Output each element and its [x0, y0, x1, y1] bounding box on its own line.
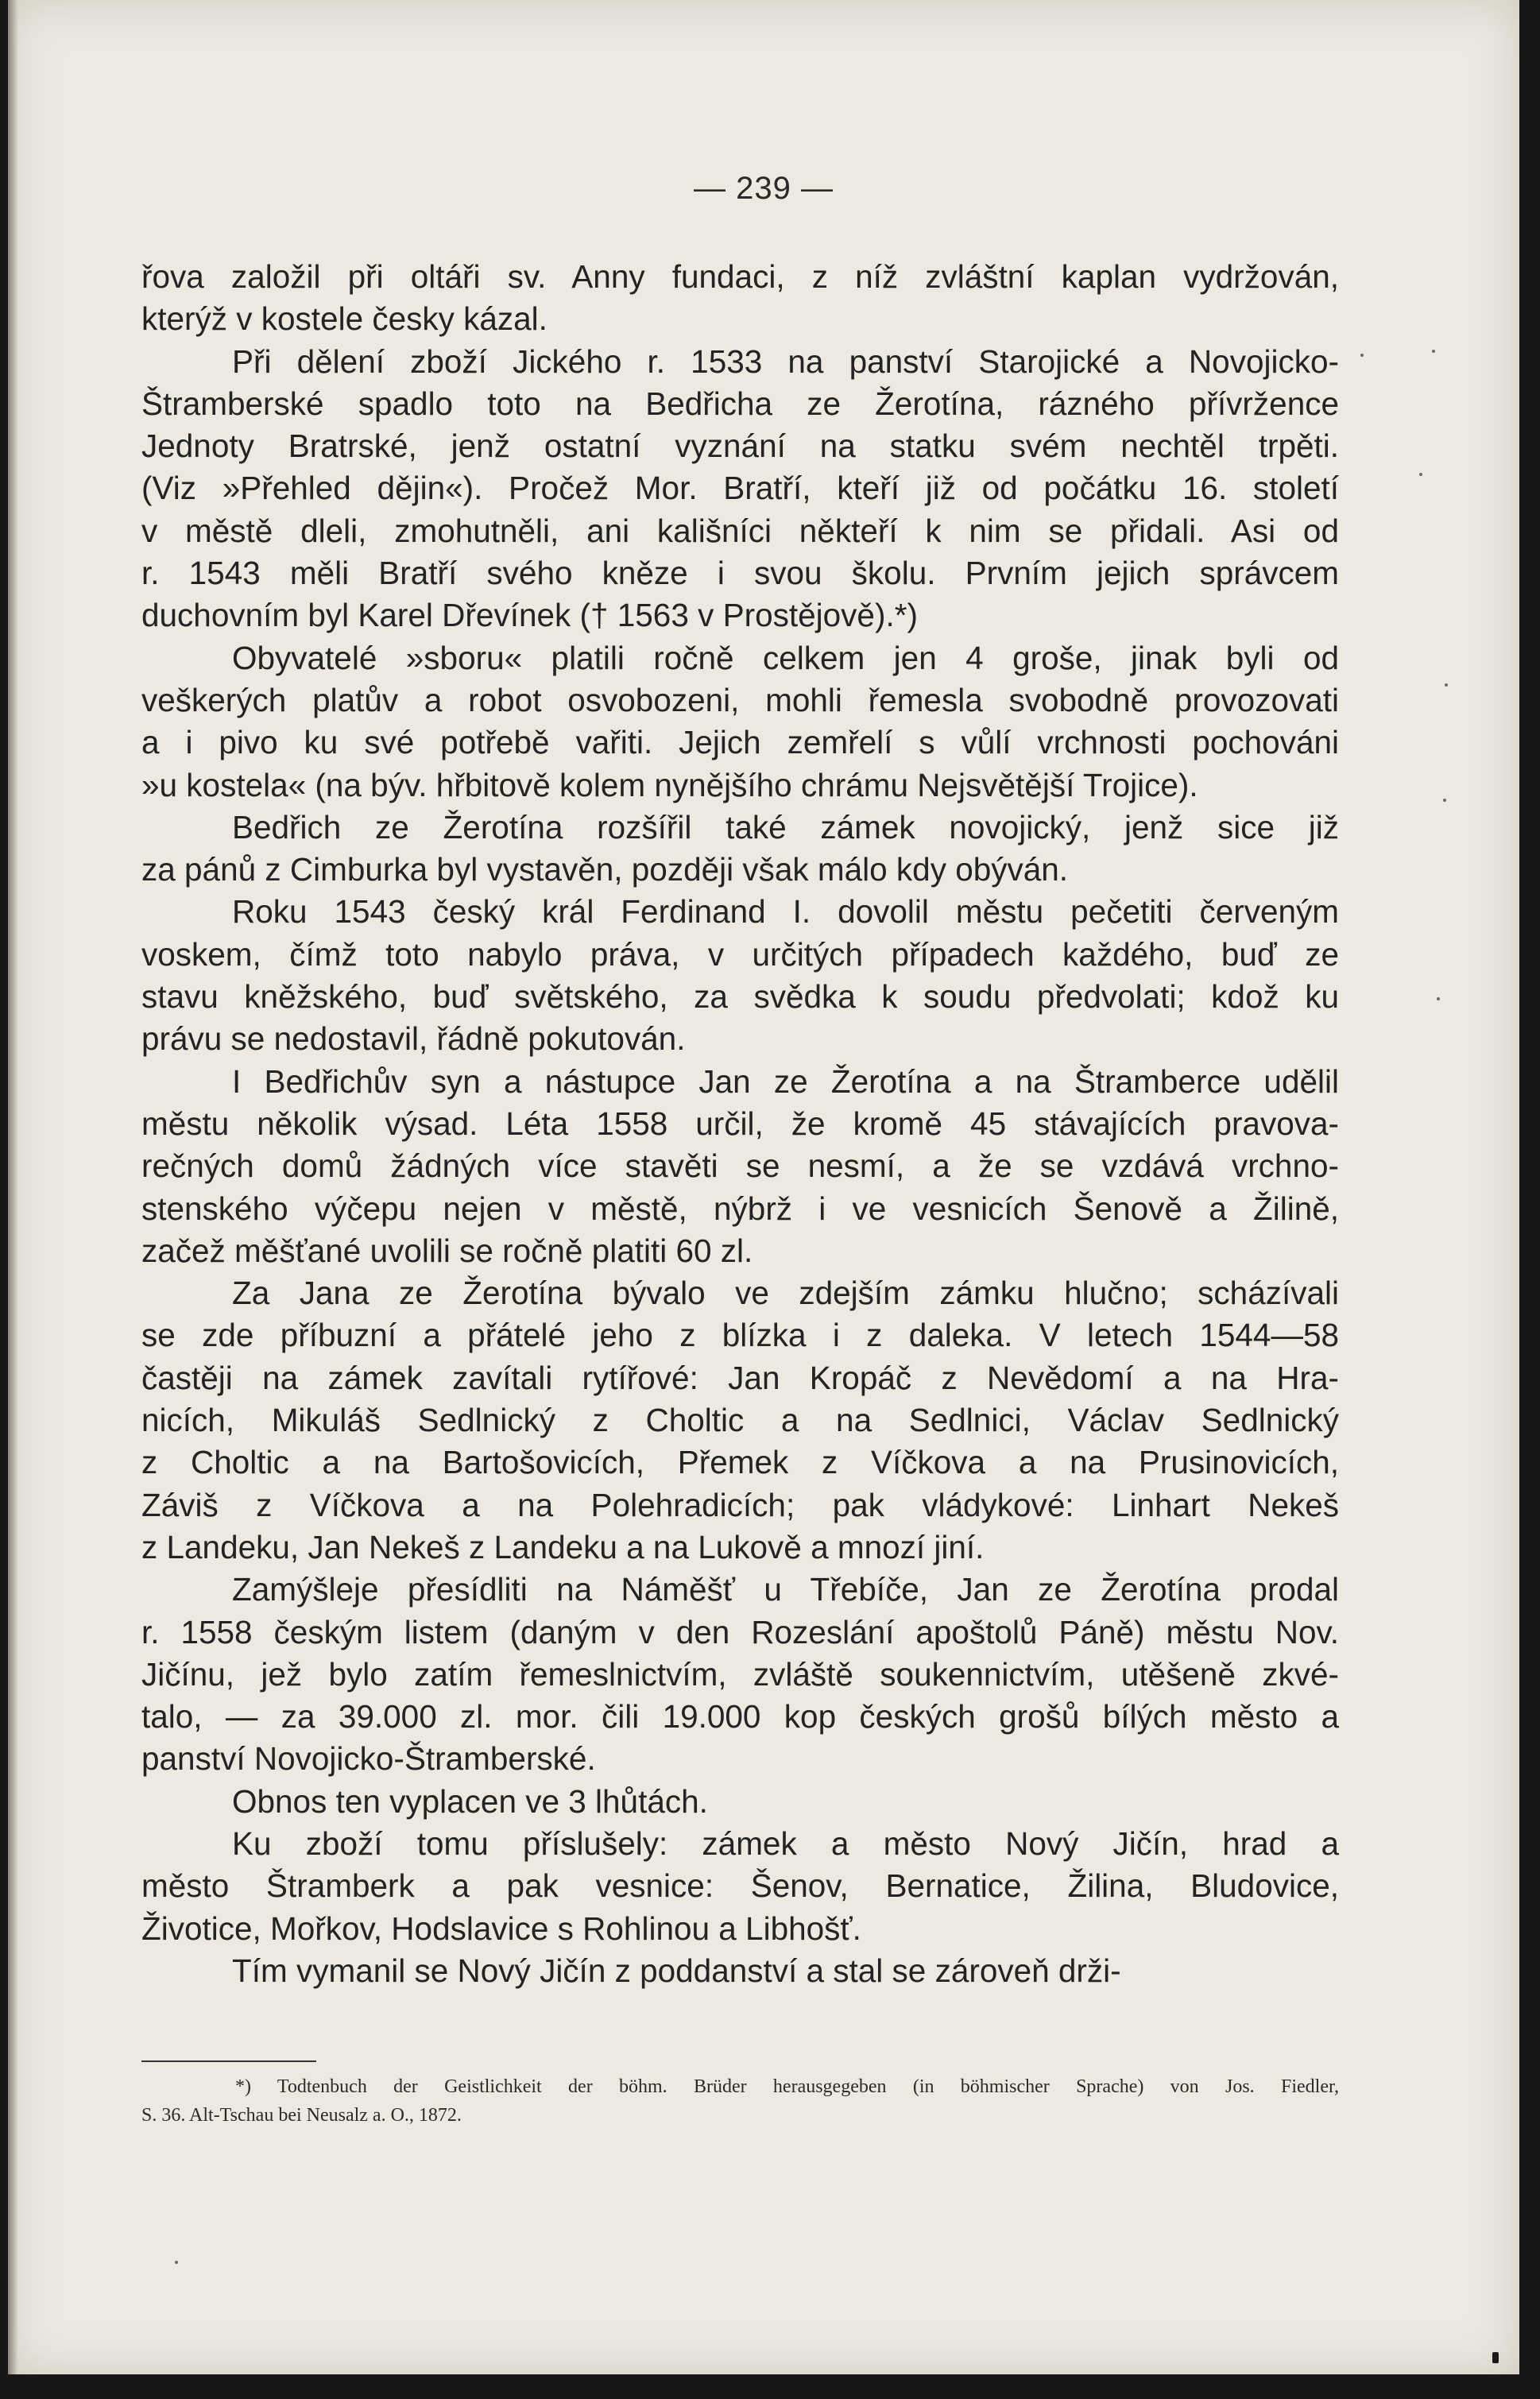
paper-speck [1419, 473, 1422, 476]
text-line: Jednoty Bratrské, jenž ostatní vyznání na statku svém nechtěl trpěti. [141, 428, 1339, 465]
text-line: právu se nedostavil, řádně pokutován. [141, 1020, 686, 1058]
paragraph [141, 891, 1339, 1060]
paragraph [141, 637, 1339, 807]
text-line: kterýž v kostele česky kázal. [141, 300, 548, 338]
text-line: r. 1543 měli Bratří svého kněze i svou školu. Prvním jejich správcem [141, 555, 1339, 592]
text-line: stenského výčepu nejen v městě, nýbrž i ve vesnicích Šenově a Žilině, [141, 1190, 1339, 1227]
text-line: panství Novojicko-Štramberské. [141, 1740, 596, 1778]
paper-speck [1437, 997, 1440, 1000]
paper-speck [1360, 354, 1364, 357]
paragraph [141, 1272, 1339, 1569]
text-line: za pánů z Cimburka byl vystavěn, později však málo kdy obýván. [141, 851, 1069, 888]
text-line: Životice, Mořkov, Hodslavice s Rohlinou a Libhošť. [141, 1910, 861, 1947]
text-line: v městě dleli, zmohutněli, ani kališníci někteří k nim se přidali. Asi od [141, 512, 1339, 549]
text-line: Tím vymanil se Nový Jičín z poddanství a stal se zároveň drži- [232, 1952, 1121, 1989]
text-line: Štramberské spadlo toto na Bedřicha ze Žerotína, rázného přívržence [141, 385, 1339, 422]
text-line: řova založil při oltáři sv. Anny fundaci, z níž zvláštní kaplan vydržován, [141, 258, 1339, 295]
footnote-line: *) Todtenbuch der Geistlichkeit der böhm. Brüder herausgegeben (in böhmischer Sprache) von Jos. Fiedler, [235, 2076, 1339, 2097]
text-line: Roku 1543 český král Ferdinand I. dovolil městu pečetiti červeným [232, 893, 1339, 931]
footnote-line: S. 36. Alt-Tschau bei Neusalz a. O., 1872. [141, 2105, 462, 2126]
text-line: r. 1558 českým listem (daným v den Rozeslání apoštolů Páně) městu Nov. [141, 1613, 1339, 1650]
text-line: stavu kněžského, buď světského, za svědka k soudu předvolati; kdož ku [141, 978, 1339, 1016]
text-line: a i pivo ku své potřebě vařiti. Jejich zemřelí s vůlí vrchnosti pochováni [141, 724, 1339, 761]
text-line: z Choltic a na Bartošovicích, Přemek z Víčkova a na Prusinovicích, [141, 1444, 1339, 1481]
footnote [141, 2072, 1339, 2130]
text-line: duchovním byl Karel Dřevínek († 1563 v Prostějově).*) [141, 597, 918, 634]
page-binding-edge [8, 0, 17, 2374]
paragraph [141, 1061, 1339, 1272]
text-line: Za Jana ze Žerotína bývalo ve zdejším zámku hlučno; scházívali [232, 1275, 1339, 1312]
text-line: Záviš z Víčkova a na Polehradicích; pak vládykové: Linhart Nekeš [141, 1486, 1339, 1523]
paper-speck [1443, 799, 1446, 802]
paragraph [141, 1950, 1339, 1992]
paragraph [141, 341, 1339, 637]
page-number: — 239 — [694, 171, 834, 206]
text-line: veškerých platův a robot osvobozeni, mohli řemesla svobodně provozovati [141, 681, 1339, 718]
paragraph [141, 1781, 1339, 1823]
text-line: talo, — za 39.000 zl. mor. čili 19.000 kop českých grošů bílých město a [141, 1698, 1339, 1735]
text-line: (Viz »Přehled dějin«). Pročež Mor. Bratří, kteří již od počátku 16. století [141, 470, 1339, 507]
book-page [8, 0, 1519, 2374]
text-line: Zamýšleje přesídliti na Náměšť u Třebíče, Jan ze Žerotína prodal [232, 1571, 1339, 1608]
text-line: Obnos ten vyplacen ve 3 lhůtách. [232, 1782, 708, 1820]
text-line: začež měšťané uvolili se ročně platiti 60 zl. [141, 1232, 753, 1269]
text-line: Bedřich ze Žerotína rozšířil také zámek novojický, jenž sice již [232, 808, 1339, 845]
footnote-divider [141, 2060, 316, 2062]
text-line: I Bedřichův syn a nástupce Jan ze Žerotína a na Štramberce udělil [232, 1062, 1339, 1100]
text-line: »u kostela« (na býv. hřbitově kolem nynějšího chrámu Nejsvětější Trojice). [141, 766, 1198, 803]
text-line: rečných domů žádných více stavěti se nesmí, a že se vzdává vrchno- [141, 1147, 1339, 1185]
text-line: častěji na zámek zavítali rytířové: Jan Kropáč z Nevědomí a na Hra- [141, 1359, 1339, 1396]
text-line: Jičínu, jež bylo zatím řemeslnictvím, zvláště soukennictvím, utěšeně zkvé- [141, 1655, 1339, 1693]
paper-speck [1432, 350, 1435, 353]
paragraph [141, 256, 1339, 341]
text-line: město Štramberk a pak vesnice: Šenov, Bernatice, Žilina, Bludovice, [141, 1867, 1339, 1905]
text-line: voskem, čímž toto nabylo práva, v určitých případech každého, buď ze [141, 935, 1339, 973]
paper-speck [175, 2261, 178, 2264]
text-line: nicích, Mikuláš Sedlnický z Choltic a na Sedlnici, Václav Sedlnický [141, 1402, 1339, 1439]
text-line: Obyvatelé »sboru« platili ročně celkem jen 4 groše, jinak byli od [232, 639, 1339, 676]
paper-speck [1445, 683, 1448, 687]
paragraph [141, 807, 1339, 892]
text-line: městu několik výsad. Léta 1558 určil, že kromě 45 stávajících pravova- [141, 1105, 1339, 1142]
paragraph [141, 1823, 1339, 1950]
text-line: z Landeku, Jan Nekeš z Landeku a na Lukově a mnozí jiní. [141, 1528, 985, 1565]
corner-mark [1492, 2352, 1499, 2363]
text-line: Při dělení zboží Jického r. 1533 na panství Starojické a Novojicko- [232, 342, 1339, 380]
body-text [141, 256, 1339, 1992]
paragraph [141, 1569, 1339, 1780]
text-line: se zde příbuzní a přátelé jeho z blízka i z daleka. V letech 1544—58 [141, 1317, 1339, 1354]
text-line: Ku zboží tomu příslušely: zámek a město Nový Jičín, hrad a [232, 1824, 1339, 1862]
